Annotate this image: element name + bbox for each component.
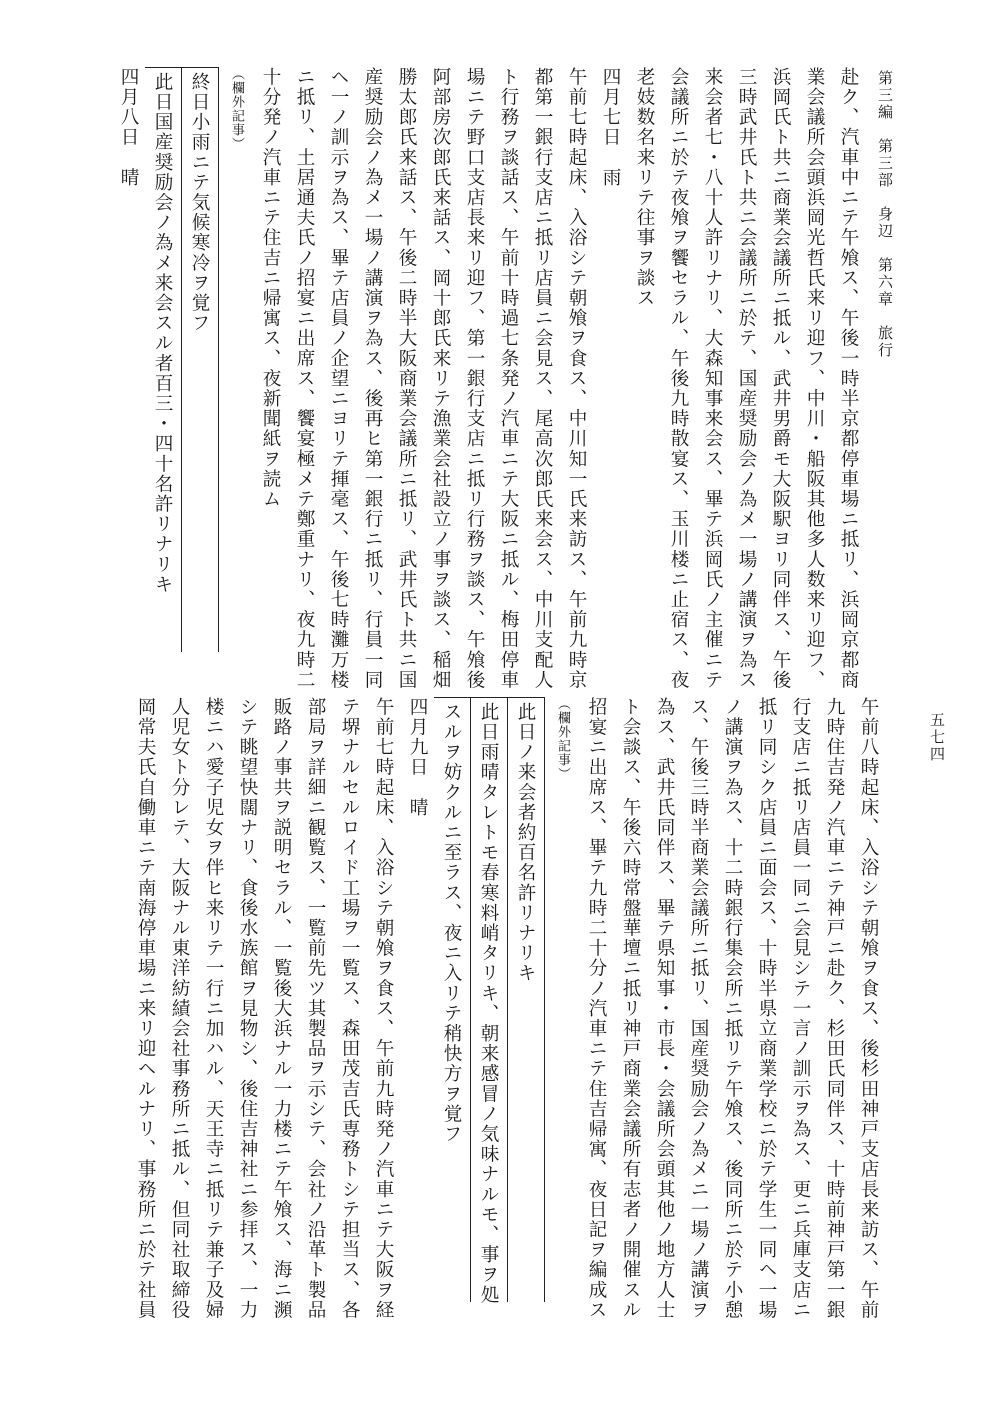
lower-text-line: 部局ヲ詳細ニ観覧ス、一覧前先ツ其製品ヲ示シテ、会社ノ沿革ト製品 [305, 697, 326, 1321]
lower-text-line: 九時住吉発ノ汽車ニテ神戸ニ赴ク、杉田氏同伴ス、十時前神戸第一銀 [824, 697, 845, 1321]
upper-text-line: 産奨励会ノ為メ一場ノ講演ヲ為ス、後再ヒ第一銀行ニ抵リ、行員一同 [362, 67, 383, 691]
lower-text-line: 抵リ同シク店員ニ面会ス、十時半県立商業学校ニ於テ学生一同ヘ一場 [756, 697, 777, 1321]
upper-text-line: 来会者七・八十人許リナリ、大森知事来会ス、畢テ浜岡氏ノ主催ニテ [702, 67, 723, 691]
lower-text-block [128, 697, 885, 1321]
lower-text-line: 岡常夫氏自働車ニテ南海停車場ニ来リ迎ヘルナリ、事務所ニ於テ社員 [135, 697, 156, 1321]
upper-text-line: 三時武井氏ト共ニ会議所ニ於テ、国産奨励会ノ為メ一場ノ講演ヲ為ス [736, 67, 757, 691]
upper-text-line: 阿部房次郎氏来話ス、岡十郎氏来リテ漁業会社設立ノ事ヲ談ス、稲畑 [430, 67, 451, 691]
upper-text-block [111, 67, 865, 691]
lower-text-line: スルヲ妨クルニ至ラス、夜ニ入リテ稍快方ヲ覚フ [434, 697, 471, 1302]
upper-text-line: 四月七日 雨 [600, 67, 621, 188]
lower-text-line: ト会談ス、午後六時常盤華壇ニ抵リ神戸商業会議所有志者ノ開催スル [620, 697, 641, 1321]
upper-text-line: 赴ク、汽車中ニテ午飧ス、午後一時半京都停車場ニ抵リ、浜岡京都商 [838, 67, 859, 691]
running-header: 第三編 第三部 身辺 第六章 旅行 [876, 70, 894, 359]
lower-text-line: ノ講演ヲ為ス、十二時銀行集会所ニ抵リテ午飧ス、後同所ニ於テ小憩 [722, 697, 743, 1321]
lower-text-line: 招宴ニ出席ス、畢テ九時二十分ノ汽車ニテ住吉帰寓、夜日記ヲ編成ス [586, 697, 607, 1321]
lower-text-line: 販路ノ事共ヲ説明セラル、一覧後大浜ナル一力楼ニテ午飧ス、海ニ瀕 [271, 697, 292, 1321]
upper-text-line: 十分発ノ汽車ニテ住吉ニ帰寓ス、夜新聞紙ヲ読ム [260, 67, 281, 510]
upper-text-line: ニ抵リ、土居通夫氏ノ招宴ニ出席ス、饗宴極メテ鄭重ナリ、夜九時二 [294, 67, 315, 691]
upper-text-line: 都第一銀行支店ニ抵リ店員ニ会見ス、尾高次郎氏来会ス、中川支配人 [532, 67, 553, 691]
lower-text-line: 為ス、武井氏同伴ス、畢テ県知事・市長・会議所会頭其他ノ地方人士 [654, 697, 675, 1321]
lower-text-line: （欄外記事） [555, 697, 570, 781]
upper-text-line: 四月八日 晴 [118, 67, 139, 188]
upper-text-line: 午前七時起床、入浴シテ朝飧ヲ食ス、中川知一氏来訪ス、午前九時京 [566, 67, 587, 691]
upper-text-line: 浜岡氏ト共ニ商業会議所ニ抵ル、武井男爵モ大阪駅ヨリ同伴ス、午後 [770, 67, 791, 691]
upper-text-line: 場ニテ野口支店長来リ迎フ、第一銀行支店ニ抵リ行務ヲ談ス、午飧後 [464, 67, 485, 691]
lower-text-line: ス、午後三時半商業会議所ニ抵リ、国産奨励会ノ為メニ一場ノ講演ヲ [688, 697, 709, 1321]
page-number: 五七四 [928, 712, 946, 763]
upper-text-line: 老妓数名来リテ往事ヲ談ス [634, 67, 655, 309]
lower-text-line: 行支店ニ抵リ店員一同ニ会見シテ一言ノ訓示ヲ為ス、更ニ兵庫支店ニ [790, 697, 811, 1321]
upper-text-line: 勝太郎氏来話ス、午後二時半大阪商業会議所ニ抵リ、武井氏ト共ニ国 [396, 67, 417, 691]
upper-text-line: （欄外記事） [229, 67, 244, 151]
upper-text-line: 業会議所会頭浜岡光哲氏来リ迎フ、中川・船阪其他多人数来リ迎フ、 [804, 67, 825, 691]
lower-text-line: 人児女ト分レテ、大阪ナル東洋紡績会社事務所ニ抵ル、但同社取締役 [169, 697, 190, 1321]
lower-text-line: 午前七時起床、入浴シテ朝飧ヲ食ス、午前九時発ノ汽車ニテ大阪ヲ経 [373, 697, 394, 1321]
upper-text-line: ト行務ヲ談話ス、午前十時過七条発ノ汽車ニテ大阪ニ抵ル、梅田停車 [498, 67, 519, 691]
lower-text-line: 午前八時起床、入浴シテ朝飧ヲ食ス、後杉田神戸支店長来訪ス、午前 [858, 697, 879, 1321]
upper-text-line: 此日国産奨励会ノ為メ来会スル者百三・四十名許リナリキ [145, 67, 182, 652]
lower-text-line: 此日雨晴タレトモ春寒料峭タリキ、朝来感冒ノ気味ナルモ、事ヲ処 [471, 697, 508, 1302]
upper-text-line: 会議所ニ於テ夜飧ヲ饗セラル、午後九時散宴ス、玉川楼ニ止宿ス、夜 [668, 67, 689, 691]
upper-text-line: 終日小雨ニテ気候寒冷ヲ覚フ [182, 67, 219, 652]
upper-text-line: ヘ一ノ訓示ヲ為ス、畢テ店員ノ企望ニヨリテ揮毫ス、午後七時灘万楼 [328, 67, 349, 691]
lower-text-line: 此日ノ来会者約百名許リナリキ [508, 697, 545, 1302]
lower-text-line: 楼ニハ愛子児女ヲ伴ヒ来リテ一行ニ加ハル、天王寺ニ抵リテ兼子及婦 [203, 697, 224, 1321]
lower-text-line: 四月九日 晴 [407, 697, 428, 818]
lower-text-line: テ堺ナルセルロイド工場ヲ一覧ス、森田茂吉氏専務トシテ担当ス、各 [339, 697, 360, 1321]
lower-text-line: シテ眺望快闊ナリ、食後水族館ヲ見物シ、後住吉神社ニ参拝ス、一力 [237, 697, 258, 1321]
